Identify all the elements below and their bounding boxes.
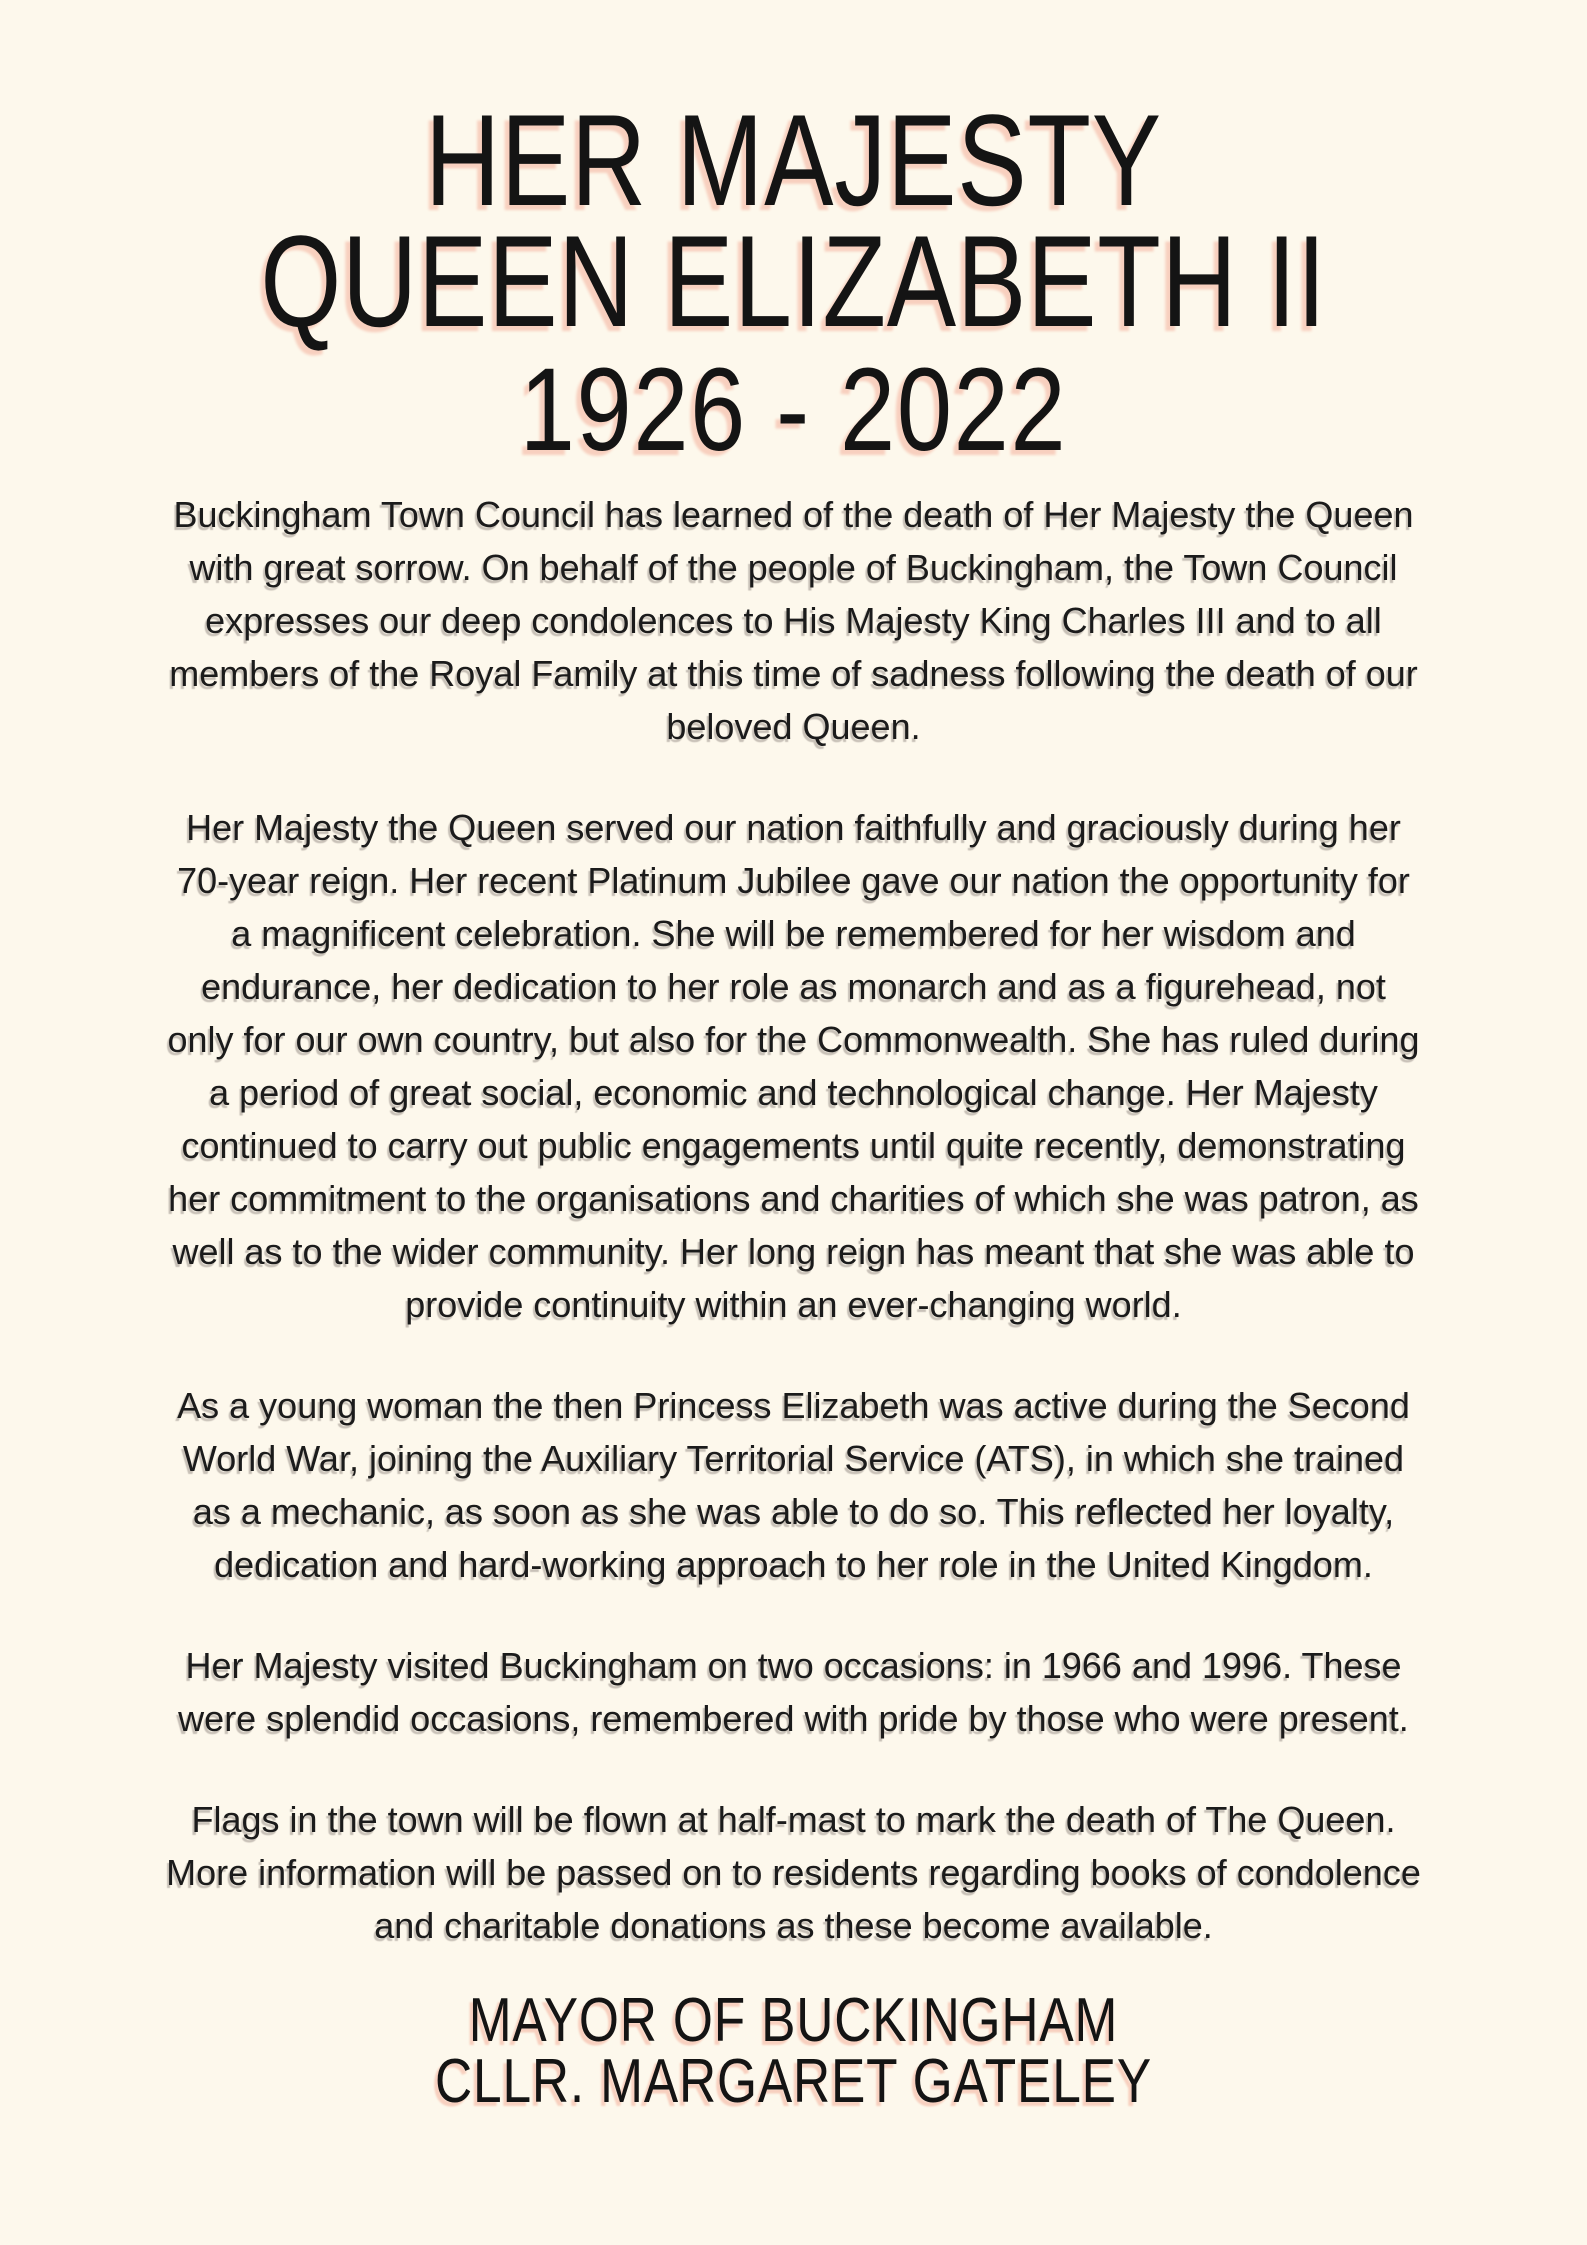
text-line: dedication and hard-working approach to her role in the United Kingdom. (214, 1544, 1373, 1585)
text-line: beloved Queen. (666, 706, 921, 747)
text-line: provide continuity within an ever-changing world. (405, 1284, 1182, 1325)
text-line: her commitment to the organisations and charities of which she was patron, as (168, 1178, 1419, 1219)
text-line: were splendid occasions, remembered with pride by those who were present. (178, 1698, 1409, 1739)
paragraph-flags (94, 1793, 1494, 1952)
text-line: endurance, her dedication to her role as monarch and as a figurehead, not (201, 966, 1386, 1007)
title-line-1: HER MAJESTY (425, 87, 1162, 233)
text-line: a magnificent celebration. She will be remembered for her wisdom and (231, 913, 1356, 954)
title-line-2: QUEEN ELIZABETH II (260, 208, 1327, 354)
signature-name: CLLR. MARGARET GATELEY (435, 2047, 1152, 2116)
text-line: More information will be passed on to residents regarding books of condolence (166, 1852, 1421, 1893)
text-line: a period of great social, economic and technological change. Her Majesty (209, 1072, 1378, 1113)
text-line: as a mechanic, as soon as she was able to do so. This reflected her loyalty, (192, 1491, 1395, 1532)
text-line: and charitable donations as these become available. (374, 1905, 1213, 1946)
text-line: well as to the wider community. Her long reign has meant that she was able to (172, 1231, 1415, 1272)
text-line: members of the Royal Family at this time of sadness following the death of our (169, 653, 1418, 694)
text-line: Buckingham Town Council has learned of the death of Her Majesty the Queen (173, 494, 1414, 535)
text-line: expresses our deep condolences to His Majesty King Charles III and to all (205, 600, 1382, 641)
text-line: with great sorrow. On behalf of the people of Buckingham, the Town Council (189, 547, 1398, 588)
text-line: World War, joining the Auxiliary Territorial Service (ATS), in which she trained (182, 1438, 1405, 1479)
text-line: Her Majesty visited Buckingham on two occasions: in 1966 and 1996. These (185, 1645, 1402, 1686)
paragraph-wartime-service (94, 1379, 1494, 1591)
title-block (0, 87, 1587, 476)
paragraph-condolences (94, 488, 1494, 753)
text-line: only for our own country, but also for the Commonwealth. She has ruled during (167, 1019, 1420, 1060)
paragraph-visits (94, 1639, 1494, 1745)
text-line: continued to carry out public engagements until quite recently, demonstrating (181, 1125, 1406, 1166)
signature-title: MAYOR OF BUCKINGHAM (468, 1986, 1119, 2055)
title-years: 1926 - 2022 (519, 344, 1068, 476)
signature-block (0, 1986, 1587, 2116)
body-text (94, 488, 1494, 1952)
text-line: Her Majesty the Queen served our nation faithfully and graciously during her (186, 807, 1401, 848)
text-line: As a young woman the then Princess Elizabeth was active during the Second (177, 1385, 1410, 1426)
paragraph-reign (94, 801, 1494, 1331)
text-line: 70-year reign. Her recent Platinum Jubilee gave our nation the opportunity for (177, 860, 1410, 901)
text-line: Flags in the town will be flown at half-mast to mark the death of The Queen. (191, 1799, 1396, 1840)
